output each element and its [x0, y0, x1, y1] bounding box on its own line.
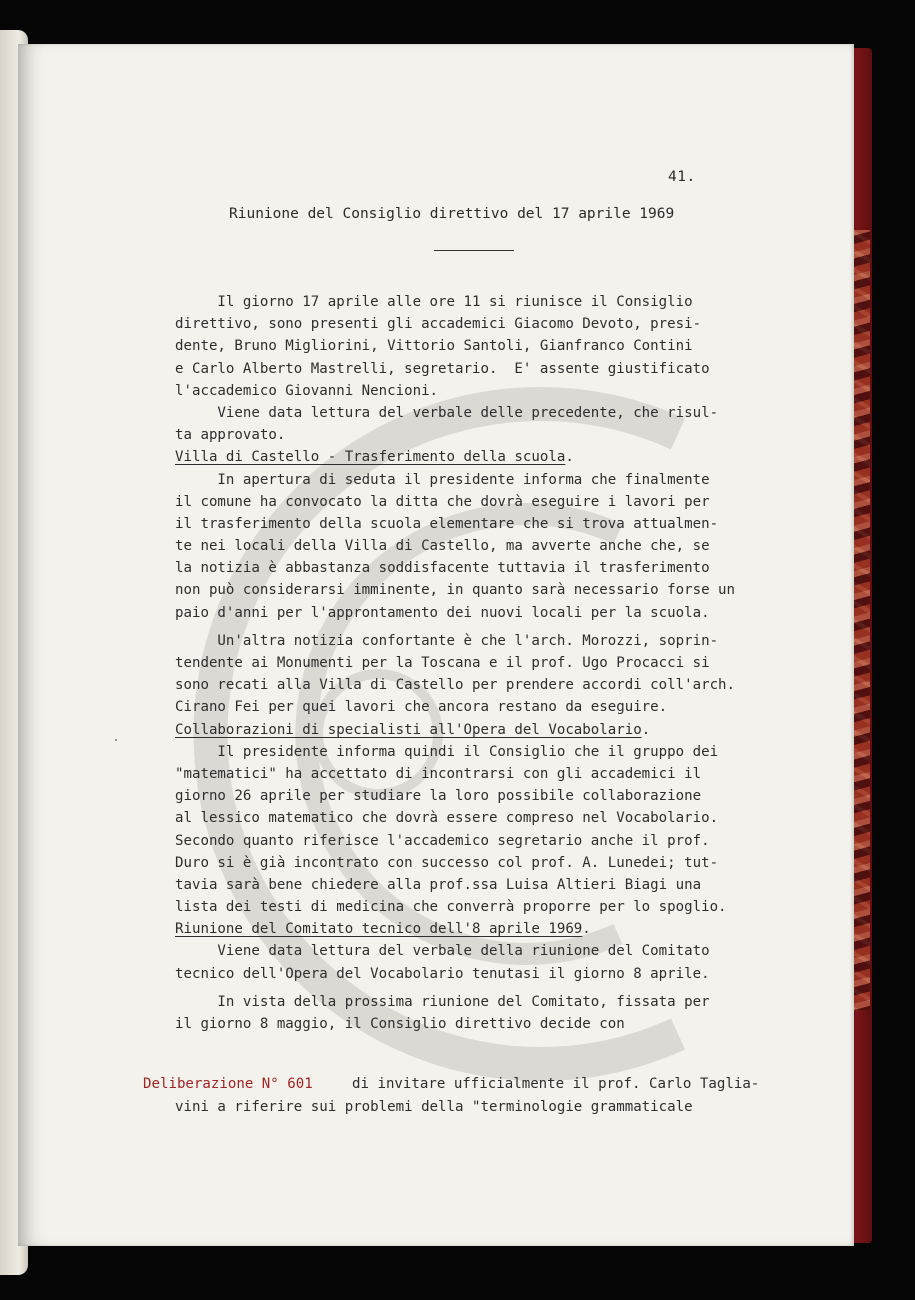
section-heading-text: Collaborazioni di specialisti all'Opera del Vocabolario	[175, 721, 642, 738]
section-heading-villa	[175, 446, 835, 468]
text-line: Duro si è già incontrato con successo col prof. A. Lunedei; tut-	[175, 854, 719, 871]
heading-period: .	[565, 449, 574, 466]
heading-period: .	[582, 921, 591, 938]
text-line: direttivo, sono presenti gli accademici Giacomo Devoto, presi-	[175, 316, 702, 333]
text-line: il giorno 8 maggio, il Consiglio direttivo decide con	[175, 1016, 625, 1032]
text-line: l'accademico Giovanni Nencioni.	[175, 382, 439, 399]
villa-paragraph-2	[175, 630, 835, 719]
section-heading-comitato	[175, 918, 835, 940]
heading-period: .	[641, 721, 651, 738]
text-line: sono recati alla Villa di Castello per prendere accordi coll'arch.	[175, 677, 736, 694]
text-line: paio d'anni per l'approntamento dei nuovi locali per la scuola.	[175, 604, 710, 621]
collaborazioni-paragraph	[175, 741, 835, 919]
intro-paragraph	[175, 291, 835, 446]
text-line: Viene data lettura del verbale delle precedente, che risul-	[175, 404, 719, 421]
paper-speck	[115, 739, 117, 741]
text-line: tecnico dell'Opera del Vocabolario tenutasi il giorno 8 aprile.	[175, 965, 710, 982]
text-line: Viene data lettura del verbale della riunione del Comitato	[175, 943, 710, 960]
text-line: In vista della prossima riunione del Comitato, fissata per	[175, 993, 710, 1010]
text-line: tavia sarà bene chiedere alla prof.ssa Luisa Altieri Biagi una	[175, 876, 702, 893]
text-line: "matematici" ha accettato di incontrarsi con gli accademici il	[175, 765, 702, 782]
document-title: Riunione del Consiglio direttivo del 17 aprile 1969	[229, 206, 675, 222]
text-line: giorno 26 aprile per studiare la loro possibile collaborazione	[175, 788, 702, 805]
title-underline	[434, 250, 514, 251]
marbled-endpaper	[852, 230, 870, 1010]
text-line: e Carlo Alberto Mastrelli, segretario. E' assente giustificato	[175, 360, 710, 377]
text-line: ta approvato.	[175, 427, 286, 444]
resolution-text: di invitare ufficialmente il prof. Carlo Taglia-	[352, 1076, 760, 1092]
text-line: tendente ai Monumenti per la Toscana e il prof. Ugo Procacci si	[175, 655, 710, 671]
text-line: In apertura di seduta il presidente informa che finalmente	[175, 471, 710, 488]
text-line: al lessico matematico che dovrà essere compreso nel Vocabolario.	[175, 810, 719, 827]
document-page	[18, 44, 854, 1246]
text-line: lista dei testi di medicina che converrà proporre per lo spoglio.	[175, 899, 727, 916]
text-line: Il presidente informa quindi il Consiglio che il gruppo dei	[175, 743, 719, 760]
text-line: Il giorno 17 aprile alle ore 11 si riunisce il Consiglio	[175, 294, 693, 310]
comitato-paragraph-2	[175, 991, 835, 1035]
text-line: dente, Bruno Migliorini, Vittorio Santoli, Gianfranco Contini	[175, 338, 693, 355]
section-heading-text: Riunione del Comitato tecnico dell'8 aprile 1969	[175, 921, 583, 938]
text-line: il comune ha convocato la ditta che dovrà eseguire i lavori per	[175, 493, 710, 510]
section-heading-collaborazioni	[175, 719, 835, 741]
text-line: la notizia è abbastanza soddisfacente tuttavia il trasferimento	[175, 560, 710, 577]
resolution-label: Deliberazione N° 601	[143, 1076, 313, 1092]
text-line: Cirano Fei per quei lavori che ancora restano da eseguire.	[175, 699, 668, 716]
resolution-continuation: vini a riferire sui problemi della "terminologie grammaticale	[175, 1099, 693, 1115]
text-line: te nei locali della Villa di Castello, ma avverte anche che, se	[175, 538, 710, 555]
villa-paragraph-1	[175, 469, 835, 624]
page-number: 41.	[668, 169, 696, 185]
text-line: non può considerarsi imminente, in quanto sarà necessario forse un	[175, 582, 736, 599]
minutes-body	[175, 291, 835, 1035]
text-line: il trasferimento della scuola elementare che si trova attualmen-	[175, 515, 719, 532]
comitato-paragraph-1	[175, 940, 835, 984]
text-line: Un'altra notizia confortante è che l'arch. Morozzi, soprin-	[175, 632, 719, 649]
text-line: Secondo quanto riferisce l'accademico segretario anche il prof.	[175, 832, 710, 849]
section-heading-text: Villa di Castello - Trasferimento della scuola	[175, 449, 566, 466]
